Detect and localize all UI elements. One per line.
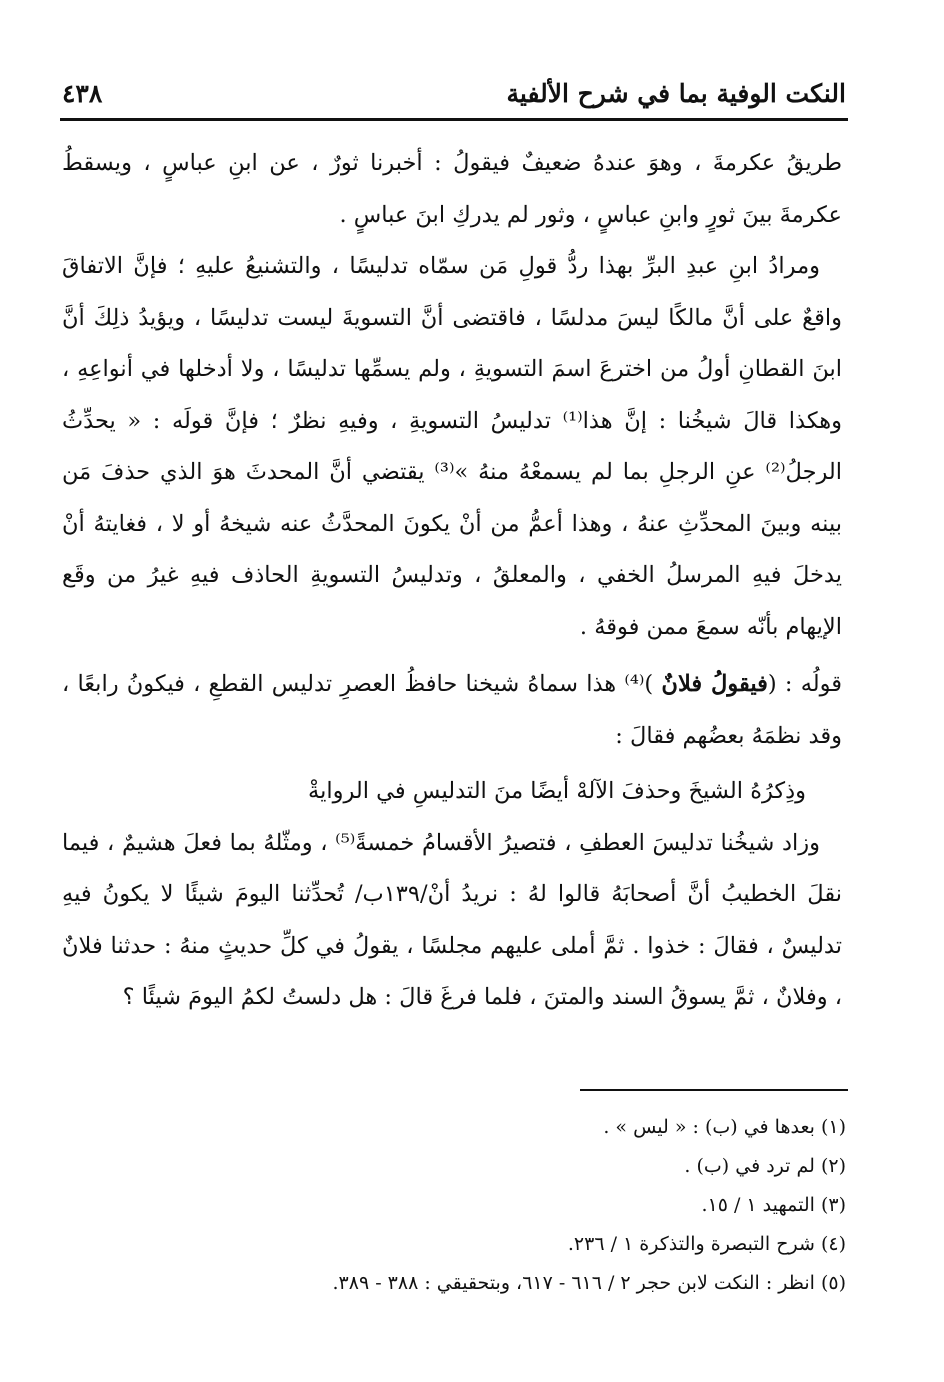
paragraph-final: وزاد شيخُنا تدليسَ العطفِ ، فتصيرُ الأقسامُ خمسةً⁽⁵⁾ ، ومثّلهُ بما فعلَ هشيمٌ ، فيما نقلَ الخطيبُ أنَّ أصحابَهُ قالوا لهُ : نريدُ أنْ/١٣٩ب/ تُحدِّثنا اليومَ شيئًا لا يكونُ فيهِ تدليسٌ ، فقالَ : خذوا . ثمَّ أملى عليهم مجلسًا ، يقولُ في كلِّ حديثٍ منهُ : حدثنا فلانٌ ، وفلانٌ ، ثمَّ يسوقُ السند والمتنَ ، فلما فرغَ قالَ : هل دلستُ لكمُ اليومَ شيئًا ؟	[62, 829, 842, 1010]
running-title: النكت الوفية بما في شرح الألفية	[506, 79, 846, 108]
footnote-4: (٤) شرح التبصرة والتذكرة ١ / ٢٣٦.	[567, 1233, 846, 1255]
quote-bold: فيقولُ فلانٌ	[661, 671, 768, 697]
quote-lead: قولُه : (	[767, 671, 842, 697]
footnote-5: (٥) انظر : النكت لابن حجر ٢ / ٦١٦ - ٦١٧، وبتحقيقي : ٣٨٨ - ٣٨٩.	[332, 1272, 846, 1294]
page-number: ٤٣٨	[62, 79, 103, 108]
footnotes	[62, 1108, 846, 1338]
header-rule	[60, 118, 848, 121]
footnote-2: (٢) لم ترد في (ب) .	[684, 1155, 846, 1177]
quote-rest: )⁽⁴⁾ هذا سماهُ شيخنا حافظُ العصرِ تدليس القطعِ ، فيكونُ رابعًا ، وقد نظمَهُ بعضُهم فقالَ :	[62, 671, 842, 749]
running-header	[62, 62, 846, 108]
paragraph-1: طريقُ عكرمةَ ، وهوَ عندهُ ضعيفٌ فيقولُ : أخبرنا ثورٌ ، عن ابنِ عباسٍ ، ويسقطُ عكرمةَ بينَ ثورٍ وابنِ عباسٍ ، وثور لم يدركِ ابنَ عباسٍ .	[62, 150, 842, 228]
footnote-3: (٣) التمهيد ١ / ١٥.	[701, 1194, 846, 1216]
paragraph-2: ومرادُ ابنِ عبدِ البرِّ بهذا ردُّ قولِ مَن سمّاه تدليسًا ، والتشنيعُ عليهِ ؛ فإنَّ الاتفاقَ واقعٌ على أنَّ مالكًا ليسَ مدلسًا ، فاقتضى أنَّ التسويةَ ليست تدليسًا ، ويؤيدُ ذلِكَ أنَّ ابنَ القطانِ أولُ من اخترعَ اسمَ التسويةِ ، ولم يسمِّها تدليسًا ، ولا أدخلها في أنواعِهِ ، وهكذا قالَ شيخُنا : إنَّ هذا⁽¹⁾ تدليسُ التسويةِ ، وفيهِ نظرٌ ؛ فإنَّ قولَه : « يحدِّثُ الرجلُ⁽²⁾ عنِ الرجلِ بما لم يسمعْهُ منهُ »⁽³⁾ يقتضي أنَّ المحدثَ هوَ الذي حذفَ مَن بينه وبينَ المحدِّثِ عنهُ ، وهذا أعمُّ من أنْ يكونَ المحدَّثُ عنه شيخهُ أو لا ، فغايتهُ أنْ يدخلَ فيهِ المرسلُ الخفي ، والمعلقُ ، وتدليسُ التسويةِ الحاذف فيهِ غيرُ من وقَع الإيهام بأنّه سمعَ ممن فوقهُ .	[62, 253, 842, 640]
main-text	[62, 138, 842, 1078]
footnote-1: (١) بعدها في (ب) : « ليس » .	[603, 1116, 846, 1138]
quote-paragraph	[62, 659, 842, 762]
footnote-rule	[580, 1089, 848, 1091]
verse-line: وذِكرُهُ الشيخَ وحذفَ الآلهْ أيضًا منَ التدليسِ في الروايةْ	[308, 778, 806, 804]
